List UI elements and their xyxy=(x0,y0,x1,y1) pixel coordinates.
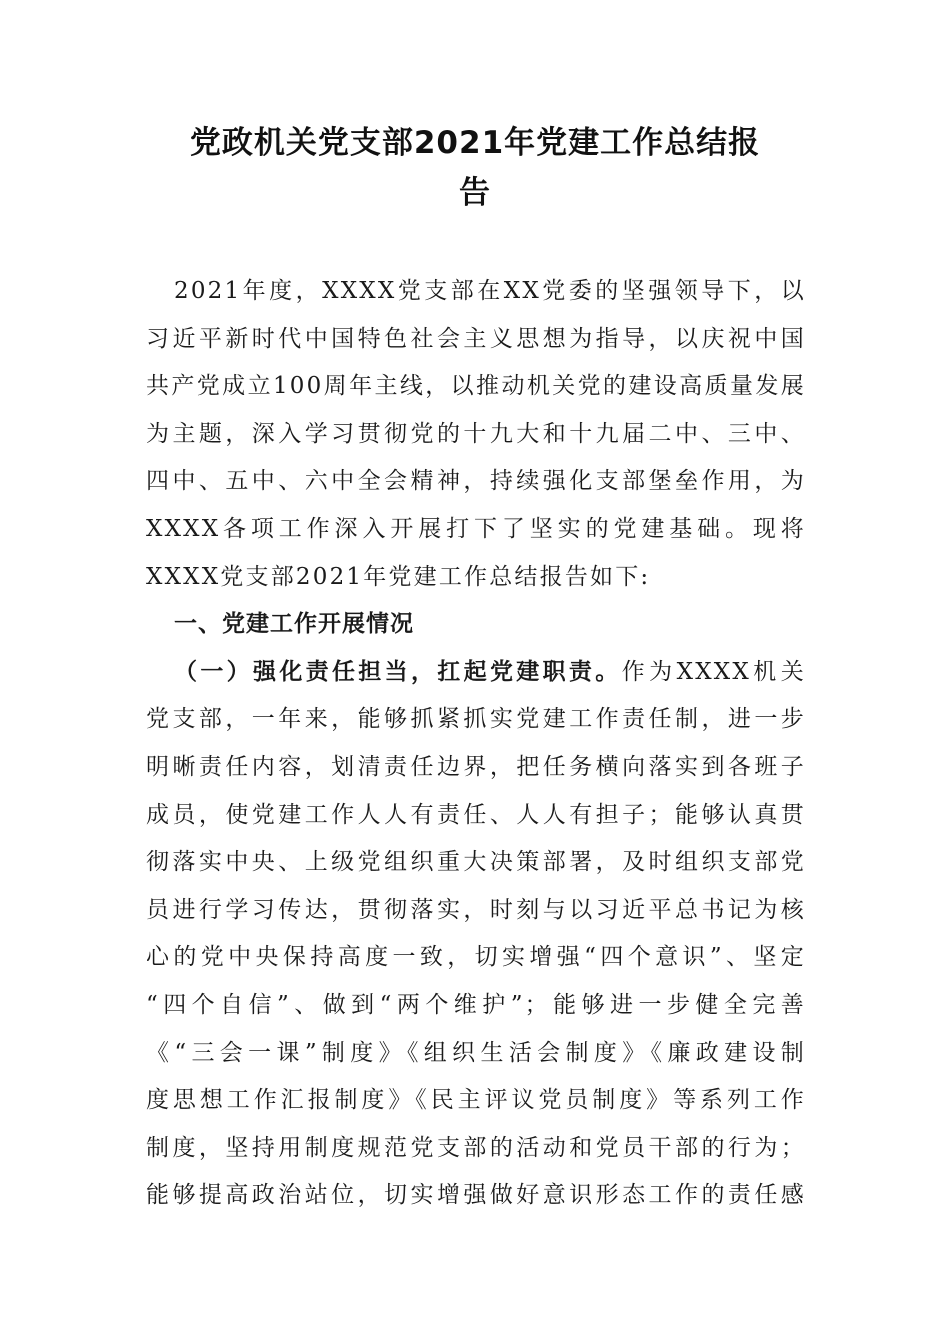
subsection-line: 制度，坚持用制度规范党支部的活动和党员干部的行为； xyxy=(146,1134,806,1161)
document-title xyxy=(140,118,810,218)
subsection-line: 明晰责任内容，划清责任边界，把任务横向落实到各班子 xyxy=(146,753,806,780)
subsection-line: 度思想工作汇报制度》《民主评议党员制度》等系列工作 xyxy=(146,1087,806,1114)
subsection-line: 心的党中央保持高度一致，切实增强“四个意识”、坚定 xyxy=(146,944,806,971)
subsection-line: 能够提高政治站位，切实增强做好意识形态工作的责任感 xyxy=(146,1182,806,1209)
intro-line: 为主题，深入学习贯彻党的十九大和十九届二中、三中、 xyxy=(146,420,806,447)
intro-line: XXXX各项工作深入开展打下了坚实的党建基础。现将 xyxy=(146,515,806,542)
intro-line: 四中、五中、六中全会精神，持续强化支部堡垒作用，为 xyxy=(146,468,806,495)
subsection-line: 党支部，一年来，能够抓紧抓实党建工作责任制，进一步 xyxy=(146,706,806,733)
intro-line: 2021年度，XXXX党支部在XX党委的坚强领导下，以 xyxy=(174,278,806,304)
subsection-line: 员进行学习传达，贯彻落实，时刻与以习近平总书记为核 xyxy=(146,896,806,923)
intro-line: 共产党成立100周年主线，以推动机关党的建设高质量发展 xyxy=(146,373,806,400)
title-line-1: 党政机关党支部2021年党建工作总结报 xyxy=(189,125,761,161)
subsection-line: 彻落实中央、上级党组织重大决策部署，及时组织支部党 xyxy=(146,849,806,876)
section-heading: 一、党建工作开展情况 xyxy=(174,611,414,638)
subsection-heading: （一）强化责任担当，扛起党建职责。 xyxy=(174,658,622,685)
document-body xyxy=(146,268,806,1220)
title-line-2: 告 xyxy=(459,175,491,211)
subsection-first-line-rest: 作为XXXX机关 xyxy=(621,658,806,685)
subsection-line: 《“三会一课”制度》《组织生活会制度》《廉政建设制 xyxy=(146,1039,806,1066)
intro-line: 习近平新时代中国特色社会主义思想为指导，以庆祝中国 xyxy=(146,325,806,352)
intro-line: XXXX党支部2021年党建工作总结报告如下: xyxy=(146,563,651,590)
subsection-first-line xyxy=(146,649,806,697)
subsection-line: “四个自信”、做到“两个维护”；能够进一步健全完善 xyxy=(146,991,806,1018)
subsection-line: 成员，使党建工作人人有责任、人人有担子；能够认真贯 xyxy=(146,801,806,828)
